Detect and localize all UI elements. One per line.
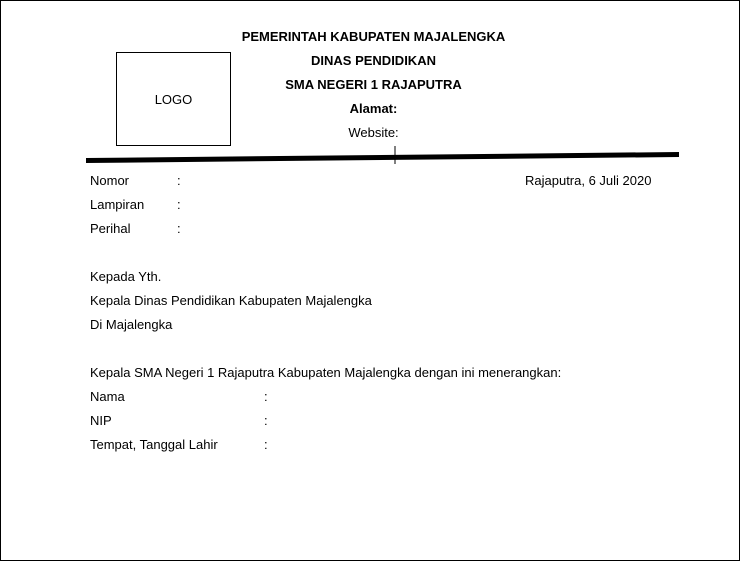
field-label-nip: NIP	[90, 413, 112, 428]
school-name: SMA NEGERI 1 RAJAPUTRA	[285, 77, 462, 92]
lampiran-colon: :	[177, 197, 181, 212]
recipient-title: Kepala Dinas Pendidikan Kabupaten Majalengka	[90, 293, 372, 308]
field-colon-nama: :	[264, 389, 268, 404]
nomor-colon: :	[177, 173, 181, 188]
lampiran-label: Lampiran	[90, 197, 145, 212]
logo-label: LOGO	[154, 91, 193, 107]
field-colon-nip: :	[264, 413, 268, 428]
government-name: PEMERINTAH KABUPATEN MAJALENGKA	[241, 29, 506, 44]
divider-line	[86, 152, 679, 163]
field-colon-birth: :	[264, 437, 268, 452]
nomor-label: Nomor	[90, 173, 130, 188]
recipient-greeting: Kepada Yth.	[90, 269, 162, 284]
field-label-birth: Tempat, Tanggal Lahir	[90, 437, 218, 452]
field-label-nama: Nama	[90, 389, 125, 404]
recipient-location: Di Majalengka	[90, 317, 173, 332]
body-intro: Kepala SMA Negeri 1 Rajaputra Kabupaten Majalengka dengan ini menerangkan:	[90, 365, 562, 380]
place-date: Rajaputra, 6 Juli 2020	[525, 173, 652, 188]
perihal-colon: :	[177, 221, 181, 236]
department-name: DINAS PENDIDIKAN	[311, 53, 436, 68]
perihal-label: Perihal	[90, 221, 131, 236]
letterhead-divider	[1, 1, 740, 176]
website-label: Website:	[348, 125, 399, 140]
address-label: Alamat:	[349, 101, 398, 116]
